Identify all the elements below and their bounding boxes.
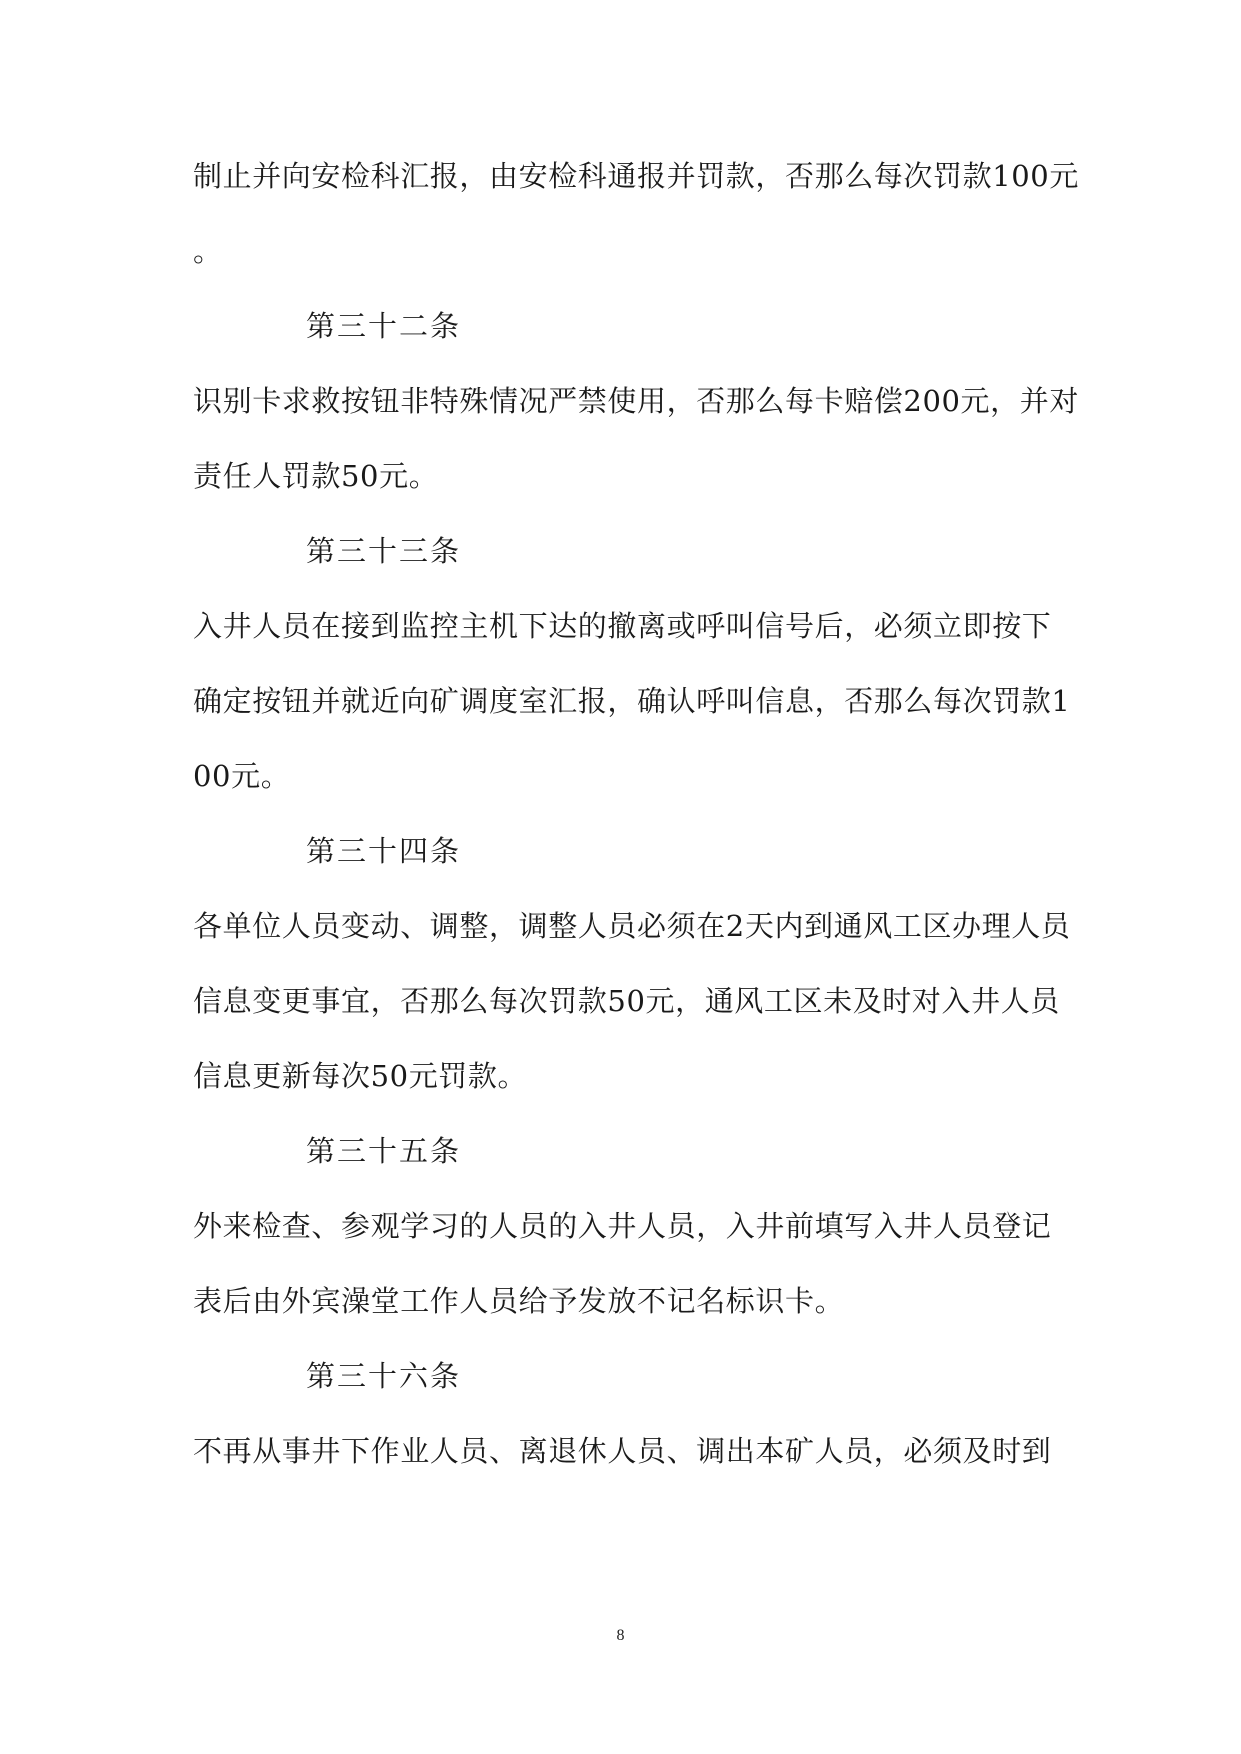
body-text-line: 。: [193, 234, 223, 268]
body-text-line: 信息变更事宜，否那么每次罚款50元，通风工区未及时对入井人员: [193, 984, 1060, 1018]
body-text-line: 外来检查、参观学习的人员的入井人员，入井前填写入井人员登记: [193, 1209, 1052, 1243]
body-text-line: 00元。: [193, 759, 291, 793]
article-heading-35: 第三十五条: [306, 1134, 462, 1168]
body-text-line: 不再从事井下作业人员、离退休人员、调出本矿人员，必须及时到: [193, 1434, 1052, 1468]
article-heading-36: 第三十六条: [306, 1359, 462, 1393]
body-text-line: 入井人员在接到监控主机下达的撤离或呼叫信号后，必须立即按下: [193, 609, 1052, 643]
page-number: 8: [616, 1627, 625, 1644]
body-text-line: 责任人罚款50元。: [193, 459, 439, 493]
article-heading-33: 第三十三条: [306, 534, 462, 568]
body-text-line: 确定按钮并就近向矿调度室汇报，确认呼叫信息，否那么每次罚款1: [193, 684, 1071, 718]
body-text-line: 各单位人员变动、调整，调整人员必须在2天内到通风工区办理人员: [193, 909, 1071, 943]
body-text-line: 识别卡求救按钮非特殊情况严禁使用，否那么每卡赔偿200元，并对: [193, 384, 1079, 418]
body-text-line: 制止并向安检科汇报，由安检科通报并罚款，否那么每次罚款100元: [193, 159, 1079, 193]
body-text-line: 表后由外宾澡堂工作人员给予发放不记名标识卡。: [193, 1284, 845, 1318]
article-heading-32: 第三十二条: [306, 309, 462, 343]
body-text-line: 信息更新每次50元罚款。: [193, 1059, 528, 1093]
article-heading-34: 第三十四条: [306, 834, 462, 868]
